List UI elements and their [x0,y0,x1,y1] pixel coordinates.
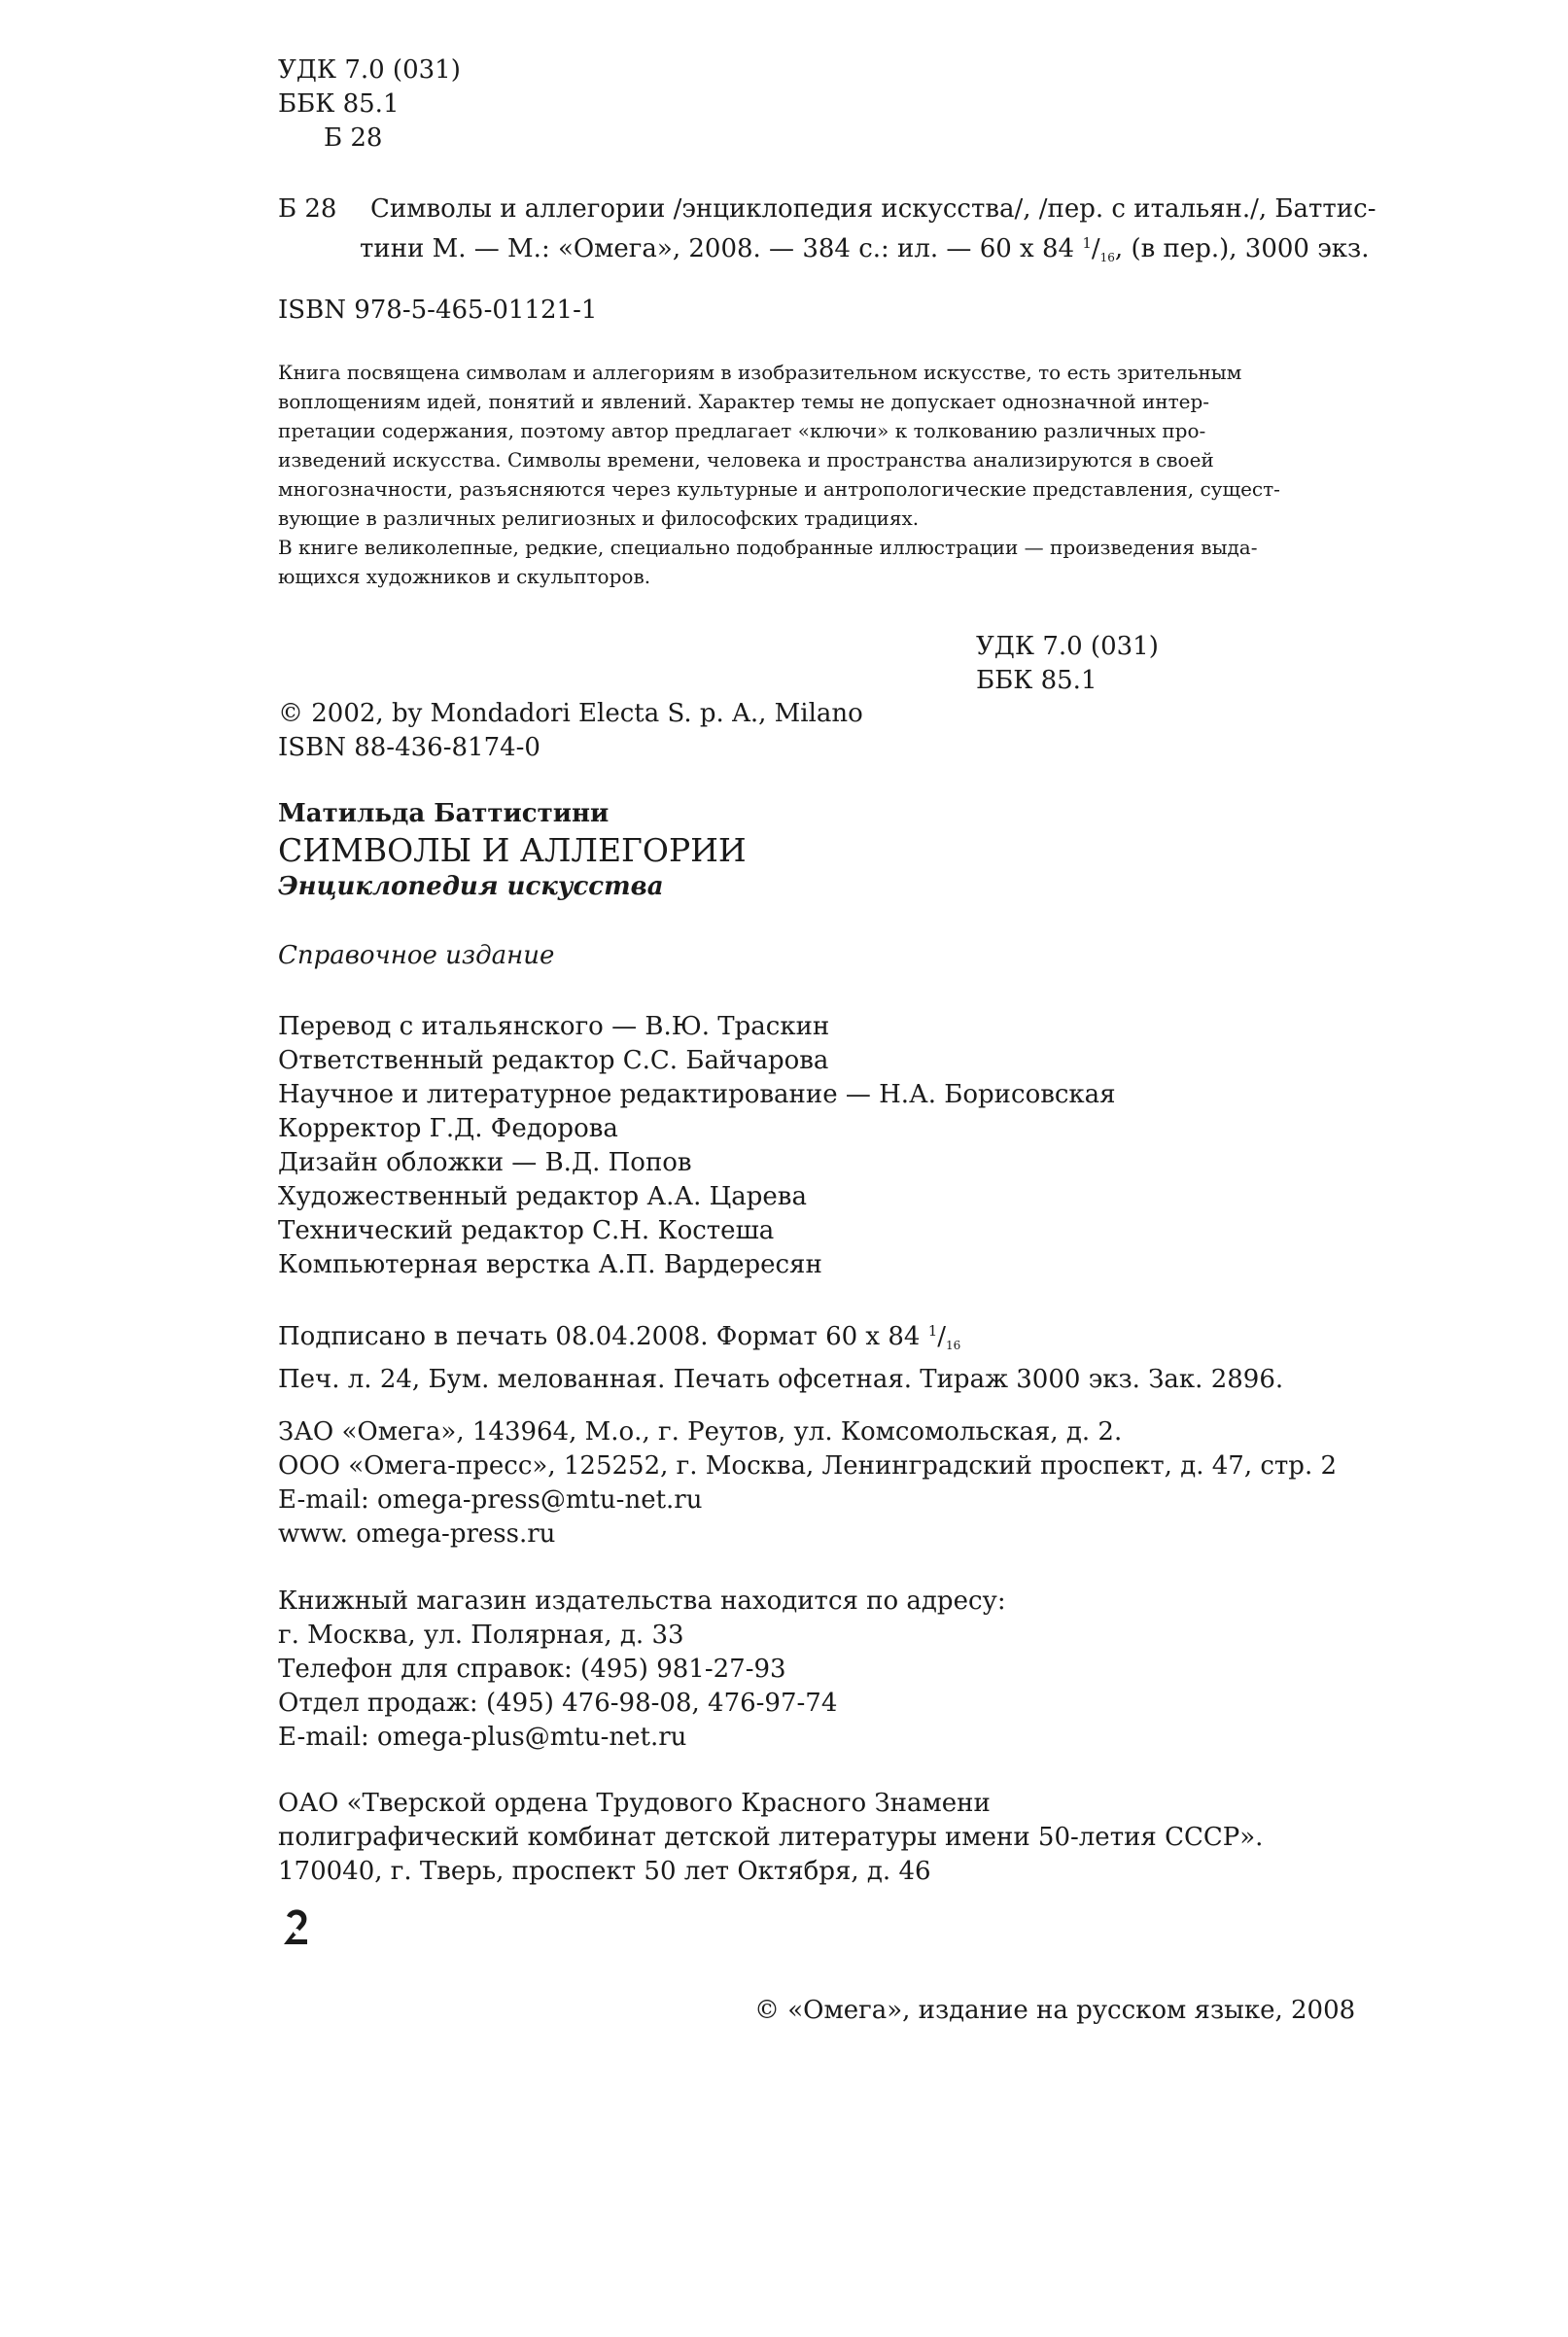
annotation-line: изведений искусства. Символы времени, человека и пространства анализируются в своей [278,448,1214,471]
print-format-numerator: 1 [927,1322,938,1340]
credit-line: Корректор Г.Д. Федорова [278,1114,618,1143]
credit-line: Художественный редактор А.А. Царева [278,1182,807,1211]
print-info-line-1: Подписано в печать 08.04.2008. Формат 60 х 84 [278,1322,928,1351]
print-info: Подписано в печать 08.04.2008. Формат 60 х 84 $^1/_{16}$ Печ. л. 24, Бум. мелованная. Печать офсетная. Тираж 3000 экз. Зак. 2896. [278,1314,1283,1397]
isbn-russian [278,294,597,328]
bib-format-denominator: 16 [1099,251,1115,264]
classification-block [278,53,461,156]
print-info-line-2: Печ. л. 24, Бум. мелованная. Печать офсетная. Тираж 3000 экз. Зак. 2896. [278,1365,1284,1394]
edition-type [278,939,554,973]
russian-copyright-text: © «Омега», издание на русском языке, 2008 [754,1996,1356,2025]
annotation-line: претации содержания, поэтому автор предлагает «ключи» к толкованию различных про- [278,419,1206,442]
bib-line-1: Символы и аллегории /энциклопедия искусства/, /пер. с итальян./, Баттис- [370,194,1376,224]
annotation-line: многозначности, разъясняются через культурные и антропологические представления, сущест- [278,477,1280,501]
book-title-block [278,797,747,903]
publisher-email: E-mail: omega-press@mtu-net.ru [278,1485,703,1515]
udk-code: УДК 7.0 (031) [278,55,461,85]
printer-line: полиграфический комбинат детской литературы имени 50-летия СССР». [278,1823,1264,1852]
store-sales-phone: Отдел продаж: (495) 476-98-08, 476-97-74 [278,1689,838,1718]
store-line: г. Москва, ул. Полярная, д. 33 [278,1621,684,1650]
publisher-info [278,1415,1337,1552]
isbn-russian-text: ISBN 978-5-465-01121-1 [278,296,598,325]
bbk-code: ББК 85.1 [278,89,400,119]
store-email: E-mail: omega-plus@mtu-net.ru [278,1723,687,1752]
credit-line: Технический редактор С.Н. Костеша [278,1216,775,1245]
annotation [278,358,1280,591]
annotation-line: В книге великолепные, редкие, специально подобранные иллюстрации — произведения выда- [278,536,1258,559]
russian-copyright [754,1994,1355,2028]
original-isbn: ISBN 88-436-8174-0 [278,733,540,762]
author-mark-code: Б 28 [324,123,383,153]
credit-line: Научное и литературное редактирование — Н.А. Борисовская [278,1080,1116,1109]
annotation-line: воплощениям идей, понятий и явлений. Характер темы не допускает однозначной интер- [278,390,1210,413]
store-phone: Телефон для справок: (495) 981-27-93 [278,1655,786,1684]
annotation-line: вующие в различных религиозных и философских традициях. [278,506,920,530]
original-copyright-line: © 2002, by Mondadori Electa S. p. A., Milano [278,699,863,728]
printer-line: ОАО «Тверской ордена Трудового Красного Знамени [278,1789,991,1818]
bibliographic-description: Б 28 Символы и аллегории /энциклопедия искусства/, /пер. с итальян./, Баттис- тини М. — М.: «Омега», 2008. — 384 с.: ил. — 60 х 84 $^1/_{16}$, (в пер.), 3000 экз. [278,194,1376,264]
publisher-website: www. omega-press.ru [278,1519,556,1549]
publisher-line: ЗАО «Омега», 143964, М.о., г. Реутов, ул. Комсомольская, д. 2. [278,1417,1123,1447]
publisher-line: ООО «Омега-пресс», 125252, г. Москва, Ленинградский проспект, д. 47, стр. 2 [278,1451,1338,1481]
bib-code: Б 28 [278,194,337,224]
printer-logo-icon [278,1907,313,1946]
bib-format-numerator: 1 [1082,234,1092,252]
bib-line-2-start: тини М. — М.: «Омега», 2008. — 384 с.: ил. — 60 х 84 [360,234,1083,263]
credit-line: Дизайн обложки — В.Д. Попов [278,1148,692,1177]
original-copyright [278,697,863,765]
classification-right [976,630,1159,698]
printer-info [278,1787,1263,1889]
store-info [278,1585,1006,1755]
print-format-denominator: 16 [946,1339,961,1352]
credit-line: Перевод с итальянского — В.Ю. Траскин [278,1012,830,1041]
book-subtitle: Энциклопедия искусства [278,872,664,901]
book-title: СИМВОЛЫ И АЛЛЕГОРИИ [278,831,747,869]
bbk-code-right: ББК 85.1 [976,666,1098,695]
credit-line: Компьютерная верстка А.П. Вардересян [278,1250,822,1279]
credit-line: Ответственный редактор С.С. Байчарова [278,1046,829,1075]
bib-line-2-end: , (в пер.), 3000 экз. [1114,234,1370,263]
credits [278,1010,1116,1282]
annotation-line: Книга посвящена символам и аллегориям в изобразительном искусстве, то есть зрительным [278,361,1242,384]
book-author: Матильда Баттистини [278,799,610,828]
udk-code-right: УДК 7.0 (031) [976,632,1159,661]
edition-type-text: Справочное издание [278,941,555,970]
store-line: Книжный магазин издательства находится по адресу: [278,1587,1006,1616]
annotation-line: ющихся художников и скульпторов. [278,565,651,588]
printer-address: 170040, г. Тверь, проспект 50 лет Октября, д. 46 [278,1857,931,1886]
